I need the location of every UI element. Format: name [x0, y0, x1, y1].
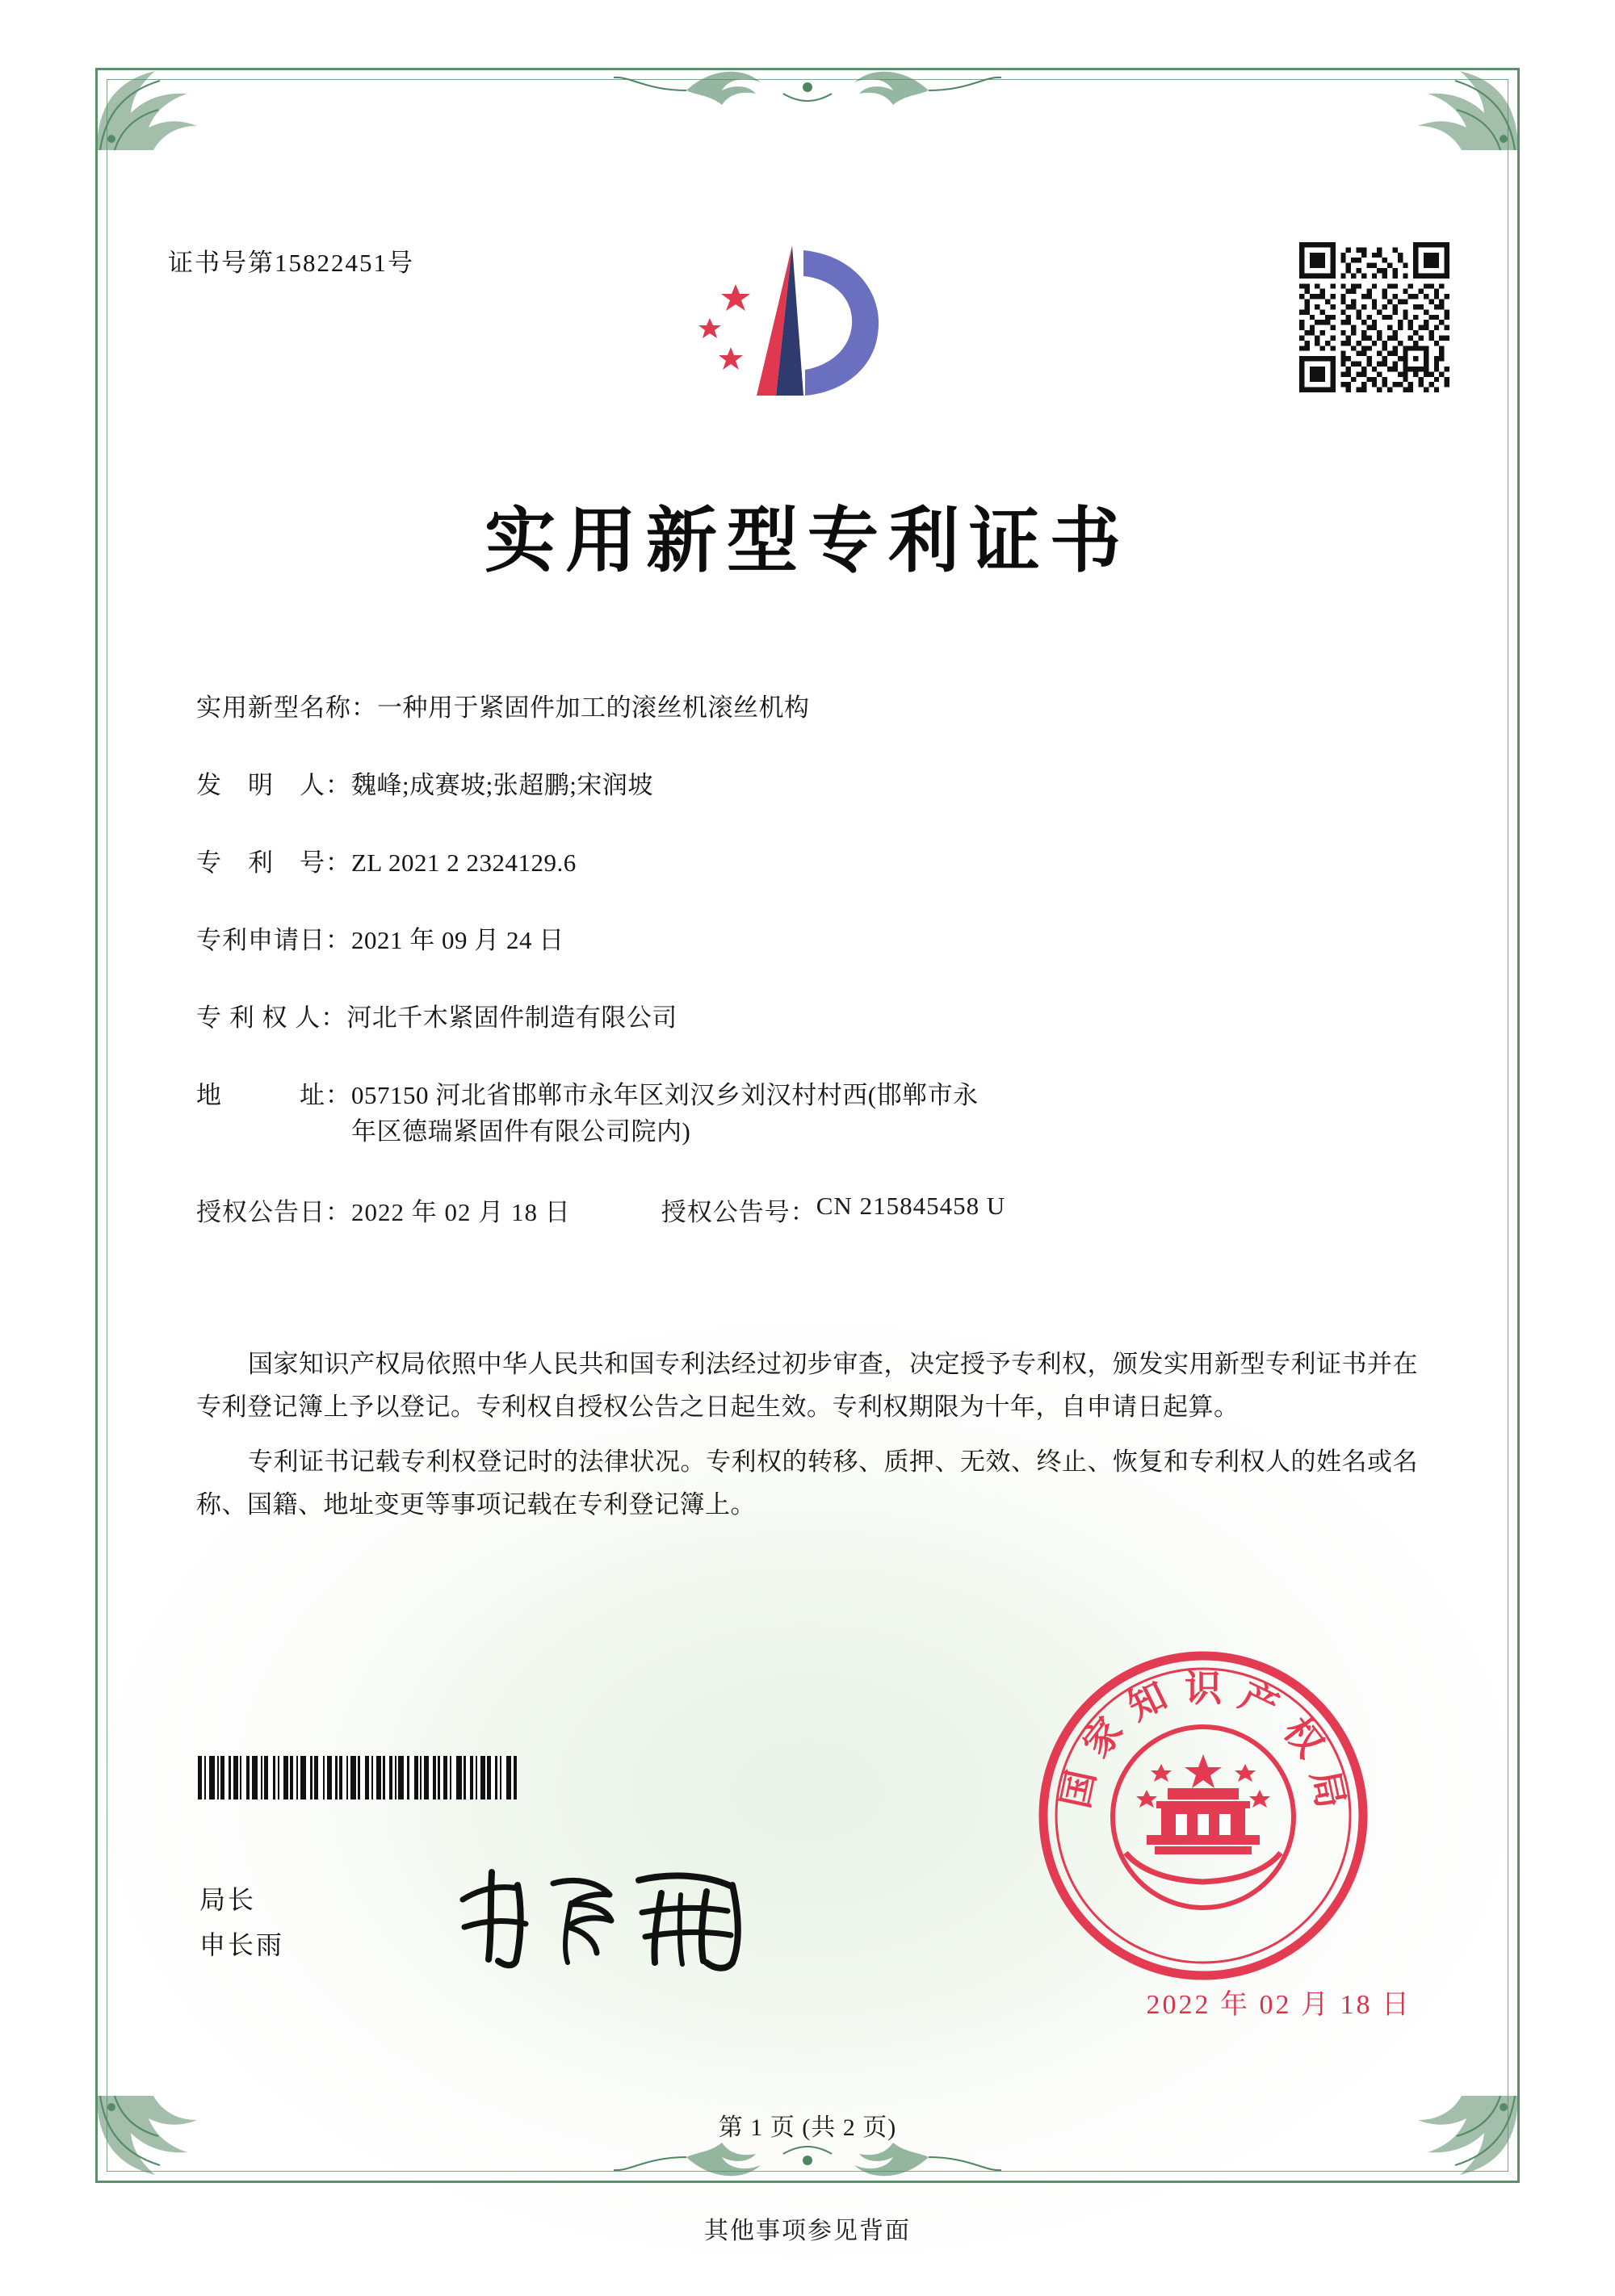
field-value: 河北千木紧固件制造有限公司 [346, 1003, 677, 1032]
svg-text:家: 家 [1074, 1708, 1131, 1766]
director-name-label: 申长雨 [199, 1930, 285, 1959]
address-line-1: 057150 河北省邯郸市永年区刘汉乡刘汉村村西(邯郸市永 [351, 1080, 979, 1109]
field-value: 一种用于紧固件加工的滚丝机滚丝机构 [377, 693, 810, 722]
svg-text:产: 产 [1232, 1673, 1286, 1729]
field-label: 专 利 权 人： [196, 1003, 347, 1032]
svg-text:知: 知 [1121, 1673, 1174, 1729]
corner-ornament-icon [1403, 60, 1525, 157]
field-label: 地 址： [196, 1080, 351, 1109]
field-value: 2021 年 09 月 24 日 [351, 925, 564, 954]
official-seal [1034, 1646, 1373, 1985]
field-row-address [196, 1078, 1432, 1150]
paragraph-grant: 国家知识产权局依照中华人民共和国专利法经过初步审查，决定授予专利权，颁发实用新型专利证书并在专利登记簿上予以登记。专利权自授权公告之日起生效。专利权期限为十年，自申请日起算。 [196, 1350, 1418, 1422]
address-line-2: 年区德瑞紧固件有限公司院内) [351, 1117, 691, 1146]
field-row-publication [196, 1192, 1432, 1228]
field-label: 实用新型名称： [196, 693, 377, 722]
field-label: 专 利 号： [196, 848, 351, 877]
handwritten-signature [448, 1853, 787, 1974]
field-row-utility-model-name [196, 690, 1432, 727]
field-row-application-date [196, 923, 1432, 959]
legal-text-block [196, 1343, 1424, 1537]
director-title-label: 局长 [199, 1885, 257, 1914]
svg-text:国: 国 [1053, 1766, 1104, 1812]
svg-text:局: 局 [1302, 1766, 1353, 1812]
field-row-patent-number [196, 845, 1432, 882]
publication-number-label: 授权公告号： [661, 1197, 816, 1226]
signature-labels [199, 1877, 284, 1967]
field-value: ZL 2021 2 2324129.6 [351, 848, 577, 877]
field-list [196, 690, 1432, 1247]
seal-date: 2022 年 02 月 18 日 [1146, 1990, 1412, 2020]
field-row-patentee [196, 1000, 1432, 1037]
field-value-address [351, 1078, 1432, 1150]
top-ornament-icon [444, 58, 1171, 119]
page-title: 实用新型专利证书 [484, 498, 1130, 582]
back-side-note: 其他事项参见背面 [704, 2218, 911, 2244]
field-value: 魏峰;成赛坡;张超鹏;宋润坡 [351, 770, 653, 799]
paragraph-registry: 专利证书记载专利权登记时的法律状况。专利权的转移、质押、无效、终止、恢复和专利权人的姓名或名称、国籍、地址变更等事项记载在专利登记簿上。 [196, 1447, 1418, 1519]
field-label: 发 明 人： [196, 770, 351, 799]
publication-number-value: CN 215845458 U [816, 1191, 1006, 1220]
barcode [198, 1756, 610, 1800]
field-row-inventors [196, 768, 1432, 804]
page-number: 第 1 页 (共 2 页) [718, 2114, 897, 2141]
certificate-number: 证书号第15822451号 [168, 249, 414, 277]
field-label: 专利申请日： [196, 925, 351, 954]
cnipa-logo-icon [682, 234, 908, 412]
publication-date-value: 2022 年 02 月 18 日 [351, 1197, 571, 1226]
publication-date-label: 授权公告日： [196, 1197, 351, 1226]
svg-text:识: 识 [1185, 1666, 1222, 1710]
qr-code [1299, 242, 1449, 392]
svg-text:权: 权 [1275, 1708, 1332, 1766]
corner-ornament-icon [90, 60, 212, 157]
